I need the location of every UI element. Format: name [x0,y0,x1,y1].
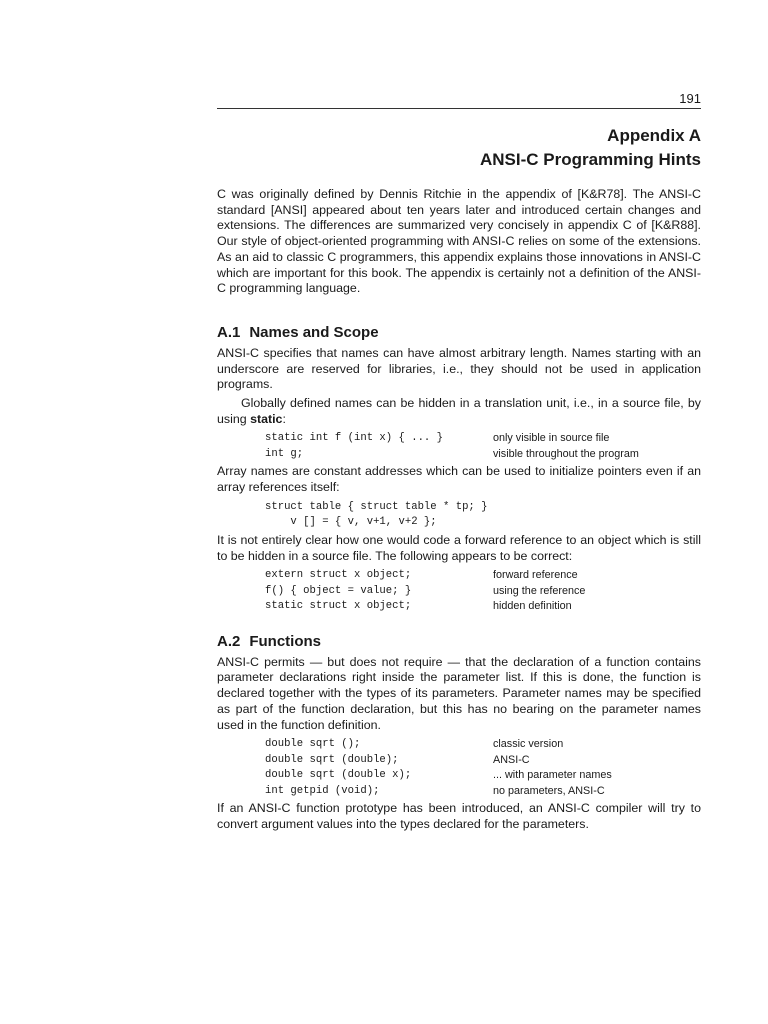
code-line [265,430,701,446]
code-line [265,583,701,599]
page-header [217,91,701,109]
code-block-array [265,499,701,530]
section-a2-number: A.2 [217,632,241,650]
code-block-prototypes [265,736,701,798]
code-text: static struct x object; [265,600,412,612]
code-text: double sqrt (double x); [265,769,412,782]
section-a2-heading [217,633,701,650]
code-comment: classic version [493,738,564,751]
code-line [265,499,701,515]
section-a1-title: Names and Scope [249,323,379,341]
code-text: f() { object = value; } [265,584,412,597]
code-comment: visible throughout the program [493,447,639,460]
code-line [265,767,701,783]
intro-paragraph: C was originally defined by Dennis Ritchie in the appendix of [K&R78]. The ANSI-C standard [ANSI] appeared about ten years later and introduced certain changes and extensions. The differences are summarized very concisely in appendix C of [K&R88]. Our style of object-oriented programming with ANSI-C relies on some of the extensions. As an aid to classic C programmers, this appendix explains those innovations in ANSI-C which are important for this book. The appendix is certainly not a definition of the ANSI-C programming language. [217,187,701,296]
code-text: v [] = { v, v+1, v+2 }; [265,516,437,529]
code-comment: no parameters, ANSI-C [493,784,605,797]
code-block-forward-reference [265,567,701,614]
chapter-label: Appendix A [607,126,701,145]
page-number: 191 [679,91,701,106]
code-text: double sqrt (); [265,738,361,751]
chapter-title: ANSI-C Programming Hints [479,150,701,169]
code-text: int getpid (void); [265,784,380,797]
section-a2-title: Functions [249,632,322,650]
code-text: double sqrt (double); [265,753,399,766]
code-line [265,598,701,614]
section-a1-number: A.1 [217,323,241,341]
code-line [265,736,701,752]
code-comment: only visible in source file [493,432,610,445]
section-a2-paragraph-2: If an ANSI-C function prototype has been introduced, an ANSI-C compiler will try to convert argument values into the types declared for the parameters. [217,801,701,831]
section-a1-heading [217,324,701,341]
paragraph-punctuation: : [282,411,286,426]
code-line [265,446,701,462]
code-block-static [265,430,701,461]
section-a2-paragraph-1: ANSI-C permits — but does not require — that the declaration of a function contains parameter declarations right inside the parameter list. If this is done, the function is declared together with the types of its parameters. Parameter names may be specified as part of the function declaration, but this has no bearing on the parameter names used in the function definition. [217,654,701,732]
section-a1-paragraph-4: It is not entirely clear how one would code a forward reference to an object which is still to be hidden in a source file. The following appears to be correct: [217,532,701,563]
section-a1-paragraph-3: Array names are constant addresses which can be used to initialize pointers even if an array references itself: [217,464,701,495]
code-comment: ... with parameter names [493,769,612,782]
code-comment: forward reference [493,569,578,581]
chapter-heading [480,124,701,172]
code-comment: ANSI-C [493,753,530,766]
code-line [265,783,701,799]
paragraph-text: Globally defined names can be hidden in a translation unit, i.e., in a source file, by using [217,396,701,426]
code-text: extern struct x object; [265,569,412,581]
section-a1-paragraph-1: ANSI-C specifies that names can have almost arbitrary length. Names starting with an underscore are reserved for libraries, i.e., they should not be used in application programs. [217,345,701,392]
code-text: static int f (int x) { ... } [265,432,444,445]
code-comment: hidden definition [493,600,572,612]
section-a1-paragraph-2 [217,396,701,427]
page-body [217,187,701,833]
code-line [265,752,701,768]
static-keyword: static [250,411,283,426]
code-line [265,567,701,583]
code-text: int g; [265,447,304,460]
code-text: struct table { struct table * tp; } [265,500,488,513]
code-comment: using the reference [493,584,586,597]
code-line [265,514,701,530]
